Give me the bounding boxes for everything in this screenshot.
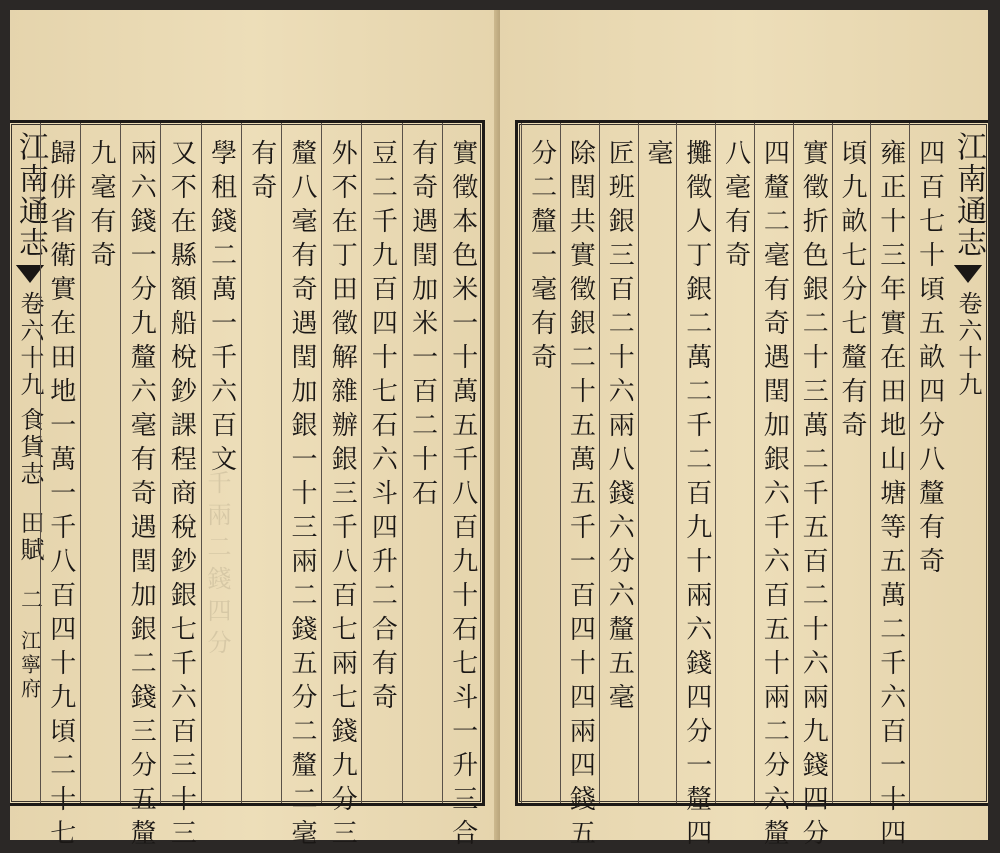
column-text: 實徵折色銀二十三萬二千五百二十六兩九錢四分: [798, 139, 829, 853]
column-text: 兩六錢一分九釐六毫有奇遇閏加銀二錢三分五釐: [126, 139, 157, 853]
publisher-label: 江寧府: [17, 630, 42, 702]
column-text: 八毫有奇: [720, 139, 751, 275]
text-column: [870, 123, 910, 853]
column-text: 實徵本色米一十萬五千八百九十石七斗一升三合: [447, 139, 478, 853]
column-text: 四百七十頃五畝四分八釐有奇: [914, 139, 945, 581]
column-text: 豆二千九百四十七石六斗四升二合有奇: [367, 139, 398, 717]
text-column: [715, 123, 755, 803]
text-column: [40, 123, 81, 853]
text-column: [321, 123, 362, 853]
text-column: [832, 123, 872, 803]
book-title: 江南通志: [951, 131, 986, 259]
column-text: 分二釐一毫有奇: [526, 139, 557, 377]
text-column: [402, 123, 443, 803]
section-label: 食貨志: [16, 407, 44, 488]
column-text: 釐八毫有奇遇閏加銀一十三兩二錢五分二釐二毫: [287, 139, 317, 853]
book-title: 江南通志: [13, 131, 48, 259]
text-column: [909, 123, 949, 803]
column-text: 有奇: [246, 139, 277, 207]
column-text: 攤徵人丁銀二萬二千二百九十兩六錢四分一釐四: [681, 139, 712, 853]
text-column: [80, 123, 121, 803]
text-column: [754, 123, 794, 853]
text-column: [442, 123, 483, 853]
text-column: [361, 123, 402, 803]
right-banner-column: [948, 123, 988, 803]
bleed-through-ink: 千兩二錢四分: [203, 470, 231, 662]
text-column: [638, 123, 678, 803]
juan-label: 卷六十九: [16, 291, 44, 399]
left-page: [10, 10, 498, 853]
column-text: 四釐二毫有奇遇閏加銀六千六百五十兩二分六釐: [759, 139, 790, 853]
right-text-frame: [515, 120, 988, 853]
text-column: [281, 123, 322, 853]
text-column: [201, 123, 242, 803]
column-text: 有奇遇閏加米一百二十石: [407, 139, 438, 513]
column-text: 外不在丁田徵解雜辦銀三千八百七兩七錢九分三: [327, 139, 358, 853]
text-column: [160, 123, 201, 853]
column-text: 雍正十三年實在田地山塘等五萬二千六百一十四: [875, 139, 906, 853]
column-text: 又不在縣額船梲鈔課程商稅鈔銀七千六百三十三: [166, 139, 197, 853]
column-text: 毫: [642, 139, 673, 173]
column-text: 學租錢二萬一千六百文: [206, 139, 237, 479]
text-column: [793, 123, 833, 853]
text-column: [241, 123, 282, 803]
column-text: 匠班銀三百二十六兩八錢六分六釐五毫: [604, 139, 635, 717]
text-column: [521, 123, 561, 803]
text-column: [599, 123, 639, 803]
column-text: 除閏共實徵銀二十五萬五千一百四十四兩四錢五: [565, 139, 596, 853]
column-text: 頃九畝七分七釐有奇: [836, 139, 867, 445]
left-text-frame: [10, 120, 485, 853]
fish-tail-mark: [954, 265, 982, 283]
column-text: 歸併省衛實在田地一萬一千八百四十九頃二十七: [45, 139, 76, 853]
juan-label: 卷六十九: [954, 291, 982, 399]
text-column: [120, 123, 161, 853]
column-text: 九毫有奇: [86, 139, 116, 275]
right-page: [500, 10, 988, 853]
topic-label: 田賦: [16, 510, 44, 564]
page-number: 二: [17, 588, 43, 610]
text-column: [676, 123, 716, 853]
text-column: [560, 123, 600, 853]
